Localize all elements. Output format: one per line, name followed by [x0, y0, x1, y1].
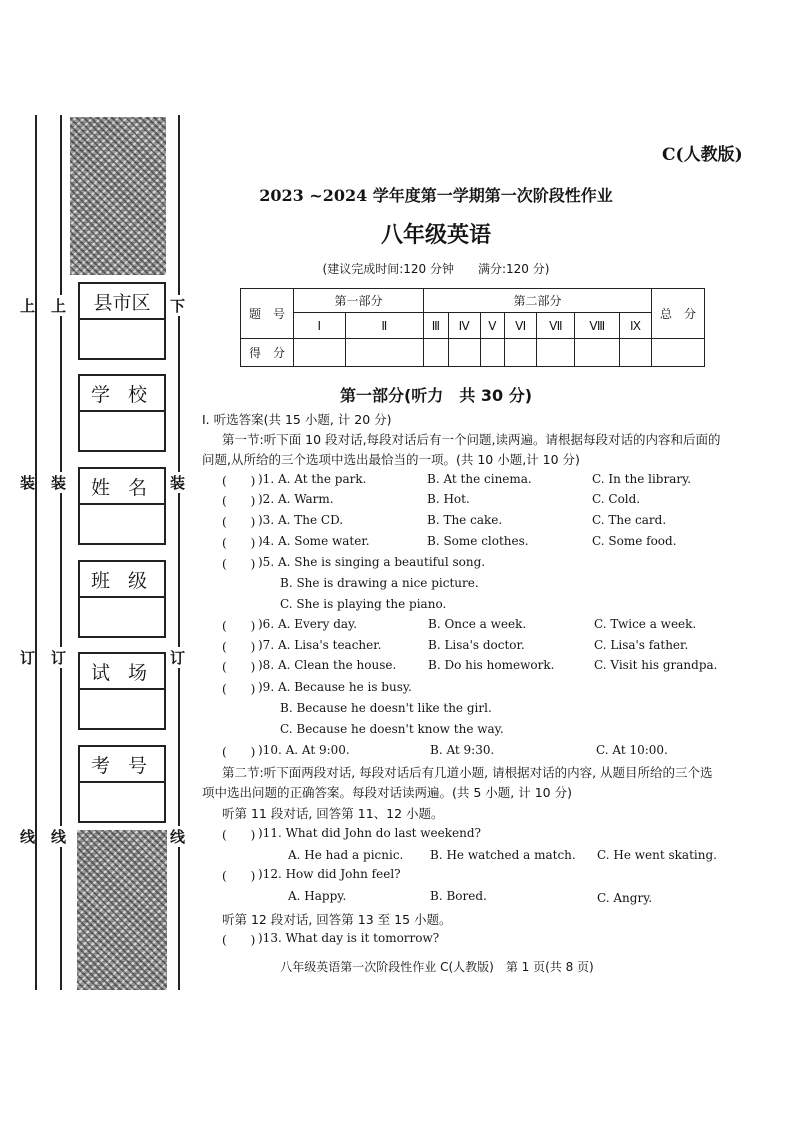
q8-option-b: B. Do his homework.: [428, 658, 555, 672]
field-exam-number-label: 考 号: [80, 747, 164, 783]
q2-option-c: C. Cold.: [592, 492, 641, 506]
part2-header: 第二部分: [424, 289, 652, 313]
score-cell-8: [575, 339, 620, 367]
field-name-label: 姓 名: [80, 469, 164, 505]
q7-option-a: )7. A. Lisa's teacher.: [258, 638, 382, 652]
q2-option-b: B. Hot.: [427, 492, 470, 506]
numeral-3: Ⅲ: [424, 313, 449, 339]
q3-option-a: )3. A. The CD.: [258, 513, 344, 527]
score-table: [240, 288, 705, 367]
q4-option-a: )4. A. Some water.: [258, 534, 370, 548]
q9-paren: ( ): [222, 682, 256, 696]
q10-option-b: B. At 9:30.: [430, 743, 495, 757]
q11-option-a: A. He had a picnic.: [288, 848, 404, 862]
part-heading: Ⅰ. 听选答案(共 15 小题, 计 20 分): [202, 412, 392, 427]
field-class-label: 班 级: [80, 562, 164, 598]
q11-paren: ( ): [222, 828, 256, 842]
q5-option-c: C. She is playing the piano.: [280, 597, 447, 611]
numeral-5: Ⅴ: [480, 313, 504, 339]
binding-right-2: 装: [170, 474, 186, 492]
score-cell-4: [448, 339, 480, 367]
numeral-4: Ⅳ: [448, 313, 480, 339]
numeral-7: Ⅶ: [537, 313, 575, 339]
q12-option-b: B. Bored.: [430, 889, 487, 903]
q12-paren: ( ): [222, 869, 256, 883]
q4-paren: ( ): [222, 536, 256, 550]
q11-option-c: C. He went skating.: [597, 848, 717, 862]
field-exam-room: [78, 652, 166, 730]
score-cell-6: [505, 339, 537, 367]
binding-left-1: 上: [20, 297, 36, 315]
q2-option-a: )2. A. Warm.: [258, 492, 334, 506]
numeral-9: Ⅸ: [620, 313, 652, 339]
numeral-8: Ⅷ: [575, 313, 620, 339]
q11-stem: )11. What did John do last weekend?: [258, 826, 481, 840]
q9-option-a: )9. A. Because he is busy.: [258, 680, 412, 694]
sec1-instruction-1: 第一节:听下面 10 段对话,每段对话后有一个问题,读两遍。请根据每段对话的内容和后面的: [222, 432, 721, 447]
dialog-11-heading: 听第 11 段对话, 回答第 11、12 小题。: [222, 806, 444, 821]
row-label-number: 题 号: [241, 289, 294, 339]
score-cell-5: [480, 339, 504, 367]
q8-paren: ( ): [222, 660, 256, 674]
q5-option-a: )5. A. She is singing a beautiful song.: [258, 555, 486, 569]
sec1-instruction-2: 问题,从所给的三个选项中选出最恰当的一项。(共 10 小题,计 10 分): [202, 452, 580, 467]
score-cell-1: [294, 339, 346, 367]
binding-left-2: 装: [20, 474, 36, 492]
q13-stem: )13. What day is it tomorrow?: [258, 931, 440, 945]
sec2-instruction-2: 项中选出问题的正确答案。每段对话读两遍。(共 5 小题, 计 10 分): [202, 785, 572, 800]
binding-mid-3: 订: [51, 649, 67, 667]
exam-title: 2023 ~2024 学年度第一学期第一次阶段性作业: [259, 186, 613, 205]
field-exam-room-label: 试 场: [80, 654, 164, 690]
score-cell-total: [652, 339, 705, 367]
q10-option-c: C. At 10:00.: [596, 743, 668, 757]
q12-option-c: C. Angry.: [597, 891, 653, 905]
binding-mid-1: 上: [51, 297, 67, 315]
q3-paren: ( ): [222, 515, 256, 529]
numeral-6: Ⅵ: [505, 313, 537, 339]
q6-option-a: )6. A. Every day.: [258, 617, 358, 631]
row-label-score: 得 分: [241, 339, 294, 367]
q6-paren: ( ): [222, 619, 256, 633]
edition-label: C(人教版): [662, 145, 743, 165]
section-title: 第一部分(听力 共 30 分): [339, 386, 533, 405]
q1-option-b: B. At the cinema.: [427, 472, 532, 486]
field-class: [78, 560, 166, 638]
q6-option-b: B. Once a week.: [428, 617, 527, 631]
score-cell-2: [345, 339, 423, 367]
q10-option-a: )10. A. At 9:00.: [258, 743, 350, 757]
dialog-12-heading: 听第 12 段对话, 回答第 13 至 15 小题。: [222, 912, 452, 927]
subject-title: 八年级英语: [380, 223, 491, 248]
q1-option-c: C. In the library.: [592, 472, 692, 486]
q7-option-c: C. Lisa's father.: [594, 638, 689, 652]
score-cell-7: [537, 339, 575, 367]
q12-option-a: A. Happy.: [288, 889, 347, 903]
q13-paren: ( ): [222, 933, 256, 947]
binding-right-1: 下: [170, 297, 186, 315]
field-county-label: 县市区: [80, 284, 164, 320]
field-county: [78, 282, 166, 360]
q7-option-b: B. Lisa's doctor.: [428, 638, 525, 652]
numeral-1: Ⅰ: [294, 313, 346, 339]
q12-stem: )12. How did John feel?: [258, 867, 401, 881]
sec2-instruction-1: 第二节:听下面两段对话, 每段对话后有几道小题, 请根据对话的内容, 从题目所给的三个选: [222, 765, 713, 780]
score-cell-3: [424, 339, 449, 367]
q8-option-a: )8. A. Clean the house.: [258, 658, 397, 672]
binding-mid-4: 线: [51, 828, 67, 846]
total-header: 总 分: [652, 289, 705, 339]
q4-option-b: B. Some clothes.: [427, 534, 529, 548]
q7-paren: ( ): [222, 640, 256, 654]
score-cell-9: [620, 339, 652, 367]
exam-timing: (建议完成时间:120 分钟 满分:120 分): [322, 262, 550, 276]
q11-option-b: B. He watched a match.: [430, 848, 576, 862]
page-footer: 八年级英语第一次阶段性作业 C(人教版) 第 1 页(共 8 页): [280, 960, 594, 974]
q3-option-b: B. The cake.: [427, 513, 503, 527]
part1-header: 第一部分: [294, 289, 424, 313]
q5-option-b: B. She is drawing a nice picture.: [280, 576, 479, 590]
q9-option-b: B. Because he doesn't like the girl.: [280, 701, 492, 715]
q2-paren: ( ): [222, 494, 256, 508]
q1-option-a: )1. A. At the park.: [258, 472, 367, 486]
q9-option-c: C. Because he doesn't know the way.: [280, 722, 504, 736]
q4-option-c: C. Some food.: [592, 534, 677, 548]
binding-right-4: 线: [170, 828, 186, 846]
q10-paren: ( ): [222, 745, 256, 759]
q1-paren: ( ): [222, 474, 256, 488]
q5-paren: ( ): [222, 557, 256, 571]
binding-left-4: 线: [20, 828, 36, 846]
q3-option-c: C. The card.: [592, 513, 667, 527]
binding-left-3: 订: [20, 649, 36, 667]
q6-option-c: C. Twice a week.: [594, 617, 697, 631]
numeral-2: Ⅱ: [345, 313, 423, 339]
field-school-label: 学 校: [80, 376, 164, 412]
binding-mid-2: 装: [51, 474, 67, 492]
binding-right-3: 订: [170, 649, 186, 667]
q8-option-c: C. Visit his grandpa.: [594, 658, 718, 672]
field-exam-number: [78, 745, 166, 823]
field-name: [78, 467, 166, 545]
